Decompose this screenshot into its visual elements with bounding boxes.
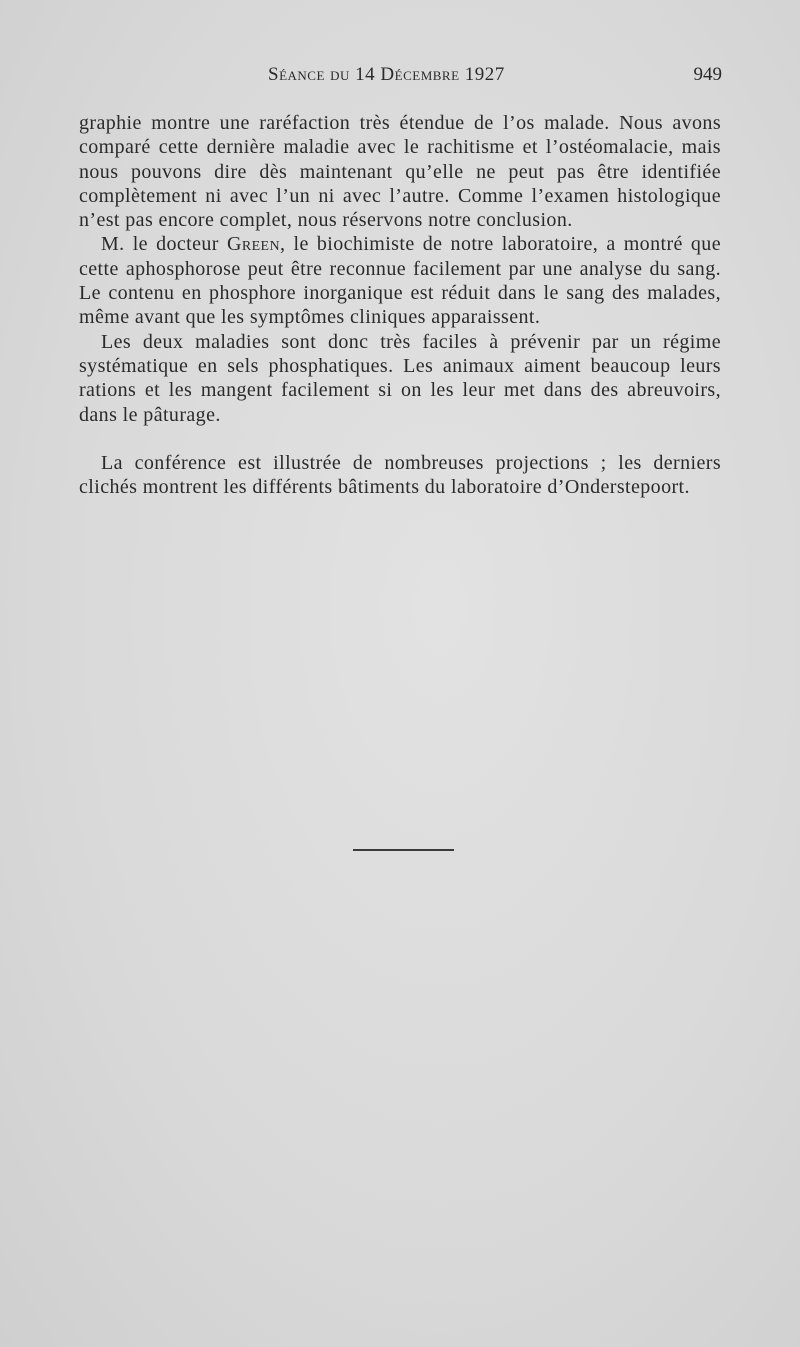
section-rule bbox=[353, 849, 454, 851]
person-name: Green bbox=[226, 233, 280, 256]
body-text bbox=[79, 111, 721, 499]
paragraph-green-rest: , le biochimiste de notre laboratoire, a montré que cette aphosphorose peut être reconnue facilement par une analyse du sang. Le contenu en phosphore inorganique est réduit dans le sang des malades, même avant que les symptômes cliniques apparaissent. bbox=[79, 233, 721, 329]
running-head bbox=[0, 64, 800, 92]
running-title: Séance du 14 Décembre 1927 bbox=[268, 64, 505, 85]
paragraph-continuation: graphie montre une raréfaction très étendue de l’os malade. Nous avons comparé cette dernière maladie avec le rachitisme et l’ostéomalacie, mais nous pouvons dire dès maintenant qu’elle ne peut pas être identifiée complètement ni avec l’un ni avec l’autre. Comme l’examen histologique n’est pas encore complet, nous réservons notre conclusion. bbox=[79, 112, 721, 232]
paragraph-green bbox=[79, 232, 721, 329]
page-number: 949 bbox=[693, 64, 722, 85]
paragraph-prevention: Les deux maladies sont donc très faciles à prévenir par un régime systématique en sels phosphatiques. Les animaux aiment beaucoup leurs rations et les mangent facilement si on les leur met dans des abreuvoirs, dans le pâturage. bbox=[79, 330, 721, 426]
paragraph-green-lead: M. le docteur bbox=[101, 233, 227, 256]
paragraph-conference: La conférence est illustrée de nombreuses projections ; les derniers clichés montrent les différents bâtiments du laboratoire d’Onderstepoort. bbox=[79, 451, 721, 499]
